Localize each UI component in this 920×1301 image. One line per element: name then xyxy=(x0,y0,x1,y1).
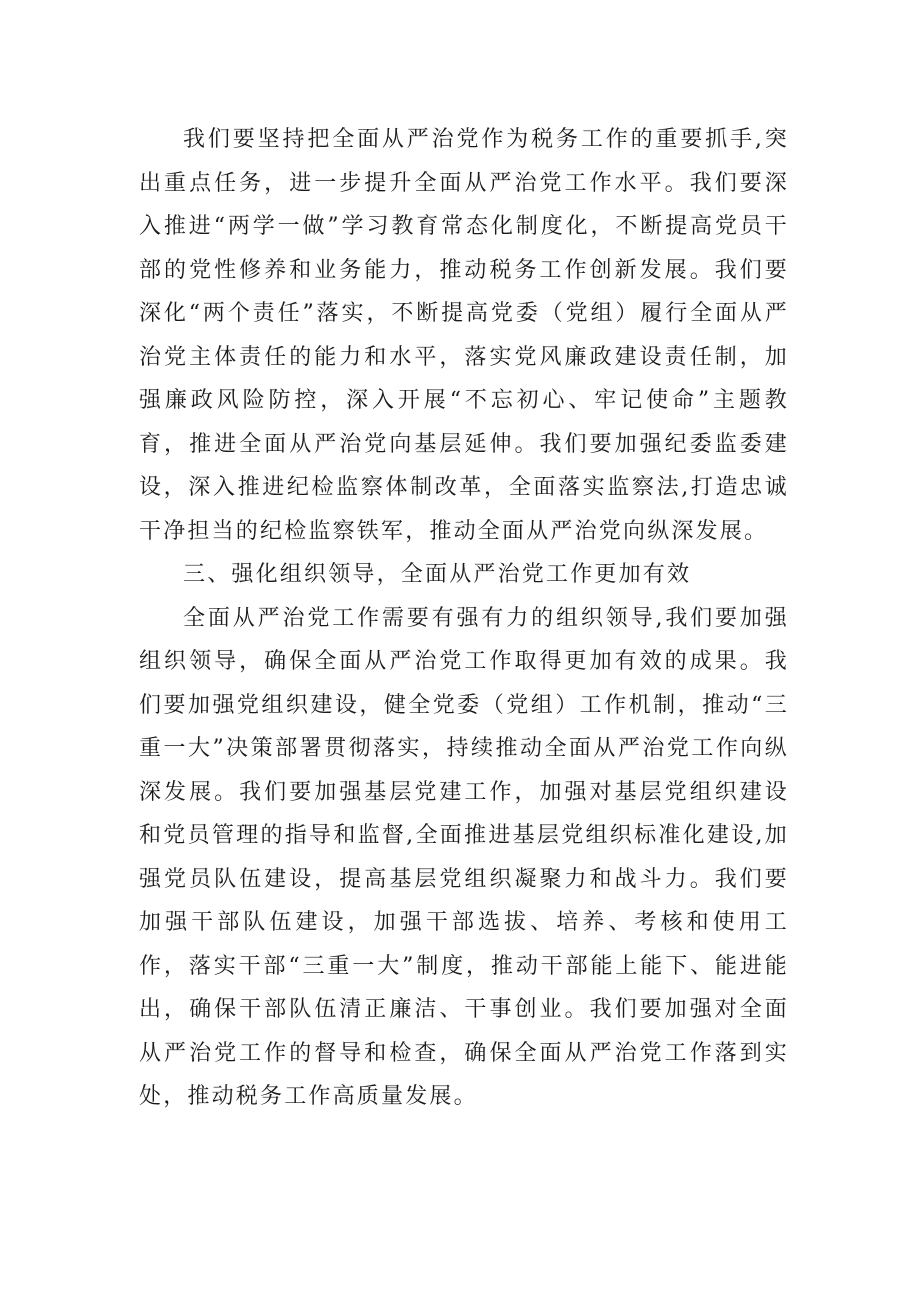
document-body xyxy=(139,118,789,1119)
section-heading: 三、强化组织领导，全面从严治党工作更加有效 xyxy=(183,562,692,587)
body-paragraph: 我们要坚持把全面从严治党作为税务工作的重要抓手,突出重点任务，进一步提升全面从严治党工作水平。我们要深入推进“两学一做”学习教育常态化制度化，不断提高党员干部的党性修养和业务能力，推动税务工作创新发展。我们要深化“两个责任”落实，不断提高党委（党组）履行全面从严治党主体责任的能力和水平，落实党风廉政建设责任制，加强廉政风险防控，深入开展“不忘初心、牢记使命”主题教育，推进全面从严治党向基层延伸。我们要加强纪委监委建设，深入推进纪检监察体制改革，全面落实监察法,打造忠诚干净担当的纪检监察铁军，推动全面从严治党向纵深发展。 xyxy=(139,127,789,544)
section-paragraph: 全面从严治党工作需要有强有力的组织领导,我们要加强组织领导，确保全面从严治党工作取得更加有效的成果。我们要加强党组织建设，健全党委（党组）工作机制，推动“三重一大”决策部署贯彻落实，持续推动全面从严治党工作向纵深发展。我们要加强基层党建工作，加强对基层党组织建设和党员管理的指导和监督,全面推进基层党组织标准化建设,加强党员队伍建设，提高基层党组织凝聚力和战斗力。我们要加强干部队伍建设，加强干部选拔、培养、考核和使用工作，落实干部“三重一大”制度，推动干部能上能下、能进能出，确保干部队伍清正廉洁、干事创业。我们要加强对全面从严治党工作的督导和检查，确保全面从严治党工作落到实处，推动税务工作高质量发展。 xyxy=(139,605,789,1109)
